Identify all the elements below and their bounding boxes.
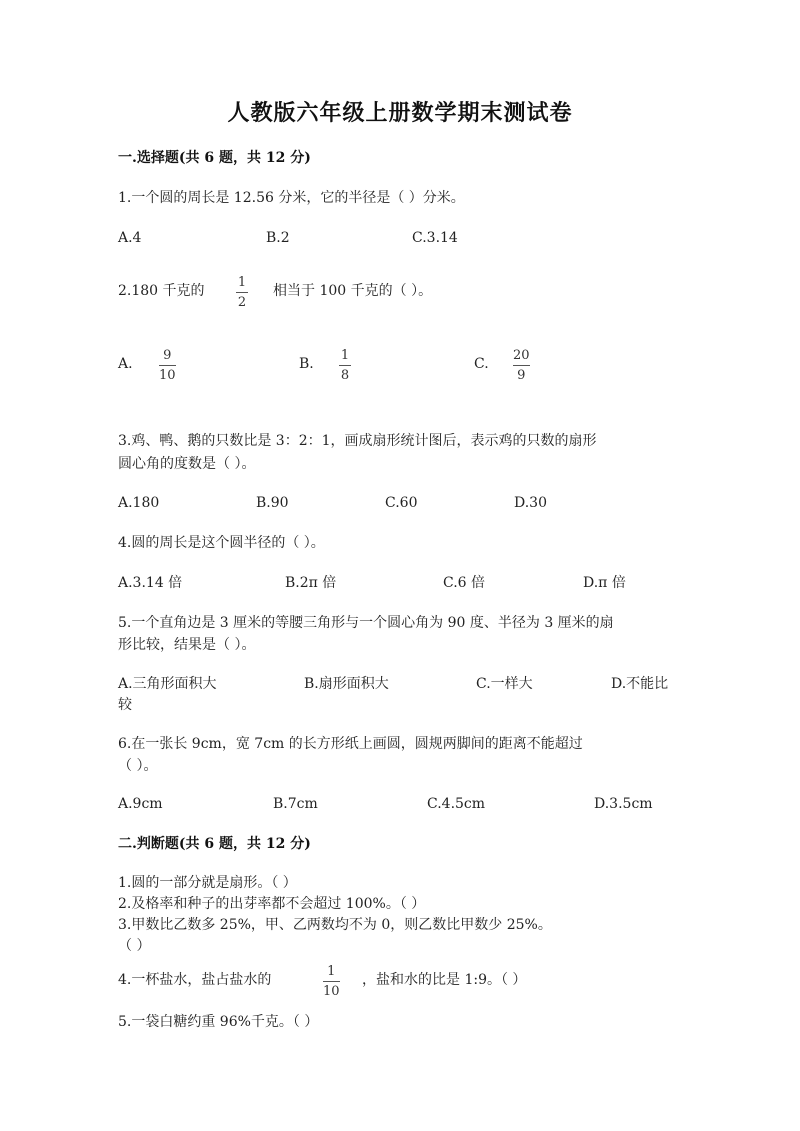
question-2-option-a-fraction (159, 349, 176, 382)
question-5-option-c: C.一样大 (476, 676, 533, 692)
question-6-line-2: （ ）。 (118, 758, 158, 774)
page-title: 人教版六年级上册数学期末测试卷 (227, 100, 573, 126)
question-2-fraction (236, 276, 248, 309)
question-6-option-a: A.9cm (118, 796, 163, 812)
judgement-3-line-2: （ ） (118, 938, 151, 954)
question-4-option-d: D.π 倍 (583, 575, 626, 591)
fraction-numerator: 9 (163, 348, 172, 363)
section-heading-judgement: 二.判断题(共 6 题，共 12 分) (118, 836, 311, 852)
question-2-option-c-label: C. (474, 356, 489, 372)
fraction-numerator: 1 (340, 348, 350, 363)
question-3-option-d: D.30 (514, 495, 547, 511)
question-6-line-1: 6.在一张长 9cm，宽 7cm 的长方形纸上画圆，圆规两脚间的距离不能超过 (118, 736, 583, 752)
fraction-numerator: 1 (237, 275, 247, 290)
question-1-text: 1.一个圆的周长是 12.56 分米，它的半径是（ ）分米。 (118, 190, 465, 206)
section-heading-choice: 一.选择题(共 6 题，共 12 分) (118, 150, 311, 166)
question-4-text: 4.圆的周长是这个圆半径的（ ）。 (118, 535, 325, 551)
question-2-option-c-fraction (513, 349, 530, 382)
question-6-option-d: D.3.5cm (594, 796, 653, 812)
judgement-4-text-post: ，盐和水的比是 1:9。（ ） (362, 972, 527, 988)
fraction-numerator: 20 (513, 348, 530, 363)
question-4-option-a: A.3.14 倍 (118, 575, 183, 591)
judgement-5: 5.一袋白糖约重 96%千克。（ ） (118, 1014, 319, 1030)
fraction-bar (323, 981, 340, 982)
fraction-bar (159, 365, 176, 366)
fraction-denominator: 8 (340, 368, 350, 383)
question-2-option-a-label: A. (118, 356, 133, 372)
question-1-option-b: B.2 (266, 230, 290, 246)
fraction-bar (513, 365, 530, 366)
fraction-denominator: 10 (323, 984, 340, 999)
question-5-option-d: D.不能比 (611, 676, 669, 692)
judgement-1: 1.圆的一部分就是扇形。（ ） (118, 875, 297, 891)
judgement-3-line-1: 3.甲数比乙数多 25%，甲、乙两数均不为 0，则乙数比甲数少 25%。 (118, 917, 552, 933)
question-6-option-c: C.4.5cm (427, 796, 486, 812)
judgement-4-text-pre: 4.一杯盐水，盐占盐水的 (118, 972, 272, 988)
fraction-numerator: 1 (327, 964, 336, 979)
question-5-option-a: A.三角形面积大 (118, 676, 217, 692)
question-2-text-pre: 2.180 千克的 (118, 283, 205, 299)
judgement-4-fraction (323, 965, 340, 998)
fraction-denominator: 2 (237, 295, 247, 310)
question-2-text-post: 相当于 100 千克的（ ）。 (273, 283, 433, 299)
question-5-option-d-wrap: 较 (118, 697, 132, 713)
question-5-line-2: 形比较，结果是（ ）。 (118, 637, 256, 653)
judgement-2: 2.及格率和种子的出芽率都不会超过 100%。（ ） (118, 896, 426, 912)
question-3-line-2: 圆心角的度数是（ ）。 (118, 456, 256, 472)
fraction-bar (339, 365, 351, 366)
fraction-denominator: 9 (517, 368, 526, 383)
question-3-option-b: B.90 (256, 495, 289, 511)
question-5-line-1: 5.一个直角边是 3 厘米的等腰三角形与一个圆心角为 90 度、半径为 3 厘米的扇 (118, 615, 614, 631)
question-4-option-b: B.2π 倍 (285, 575, 337, 591)
question-2-option-b-label: B. (299, 356, 314, 372)
fraction-bar (236, 292, 248, 293)
question-3-option-a: A.180 (118, 495, 160, 511)
question-3-line-1: 3.鸡、鸭、鹅的只数比是 3：2：1，画成扇形统计图后，表示鸡的只数的扇形 (118, 433, 597, 449)
question-3-option-c: C.60 (385, 495, 418, 511)
question-2-option-b-fraction (339, 349, 351, 382)
fraction-denominator: 10 (159, 368, 176, 383)
question-1-option-c: C.3.14 (412, 230, 458, 246)
question-6-option-b: B.7cm (273, 796, 318, 812)
question-1-option-a: A.4 (118, 230, 142, 246)
question-4-option-c: C.6 倍 (443, 575, 486, 591)
question-5-option-b: B.扇形面积大 (304, 676, 389, 692)
